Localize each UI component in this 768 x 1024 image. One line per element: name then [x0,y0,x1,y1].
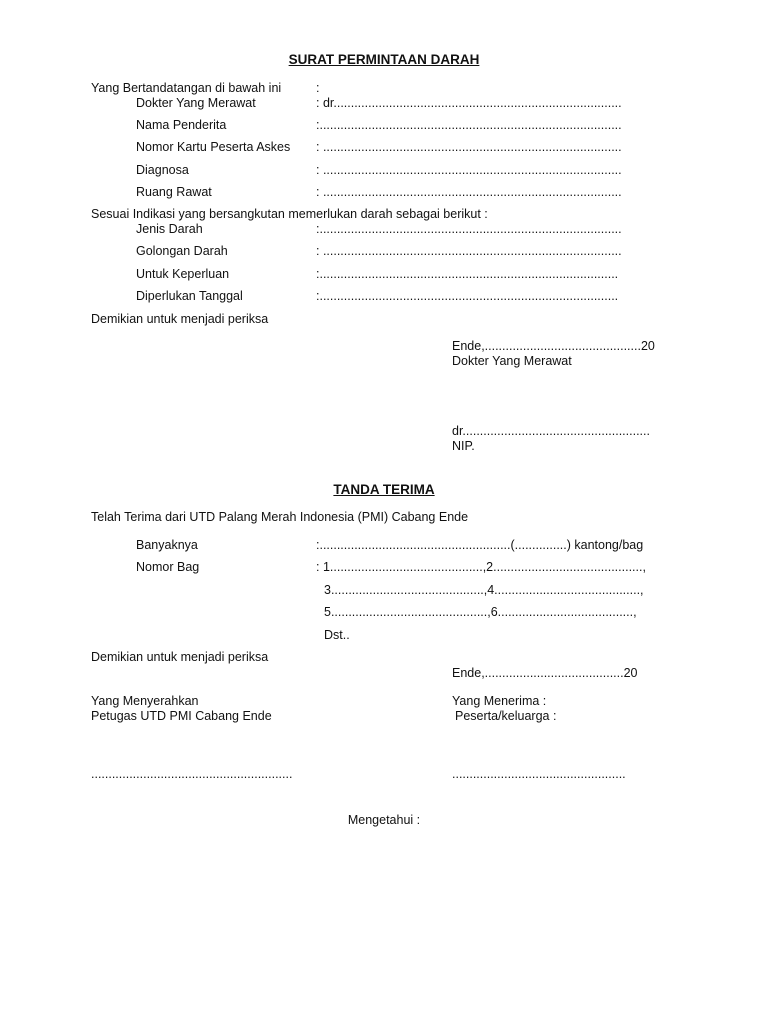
receipt-bag-line-dst: Dst.. [324,628,350,642]
receipt-receiver-label: Yang Menerima : [452,694,547,708]
receipt-title: TANDA TERIMA [333,482,435,497]
receipt-receiver-signature-line: .................................................. [452,767,626,781]
field-label-diagnosa: Diagnosa [136,163,189,177]
receipt-giver-role: Petugas UTD PMI Cabang Ende [91,709,272,723]
request-signer-name: dr...................................................... [452,424,650,438]
receipt-intro: Telah Terima dari UTD Palang Merah Indonesia (PMI) Cabang Ende [91,510,469,524]
field-value-nama-penderita: :....................................................................................... [316,118,622,132]
field-value-ruang-rawat: : ...................................................................................... [316,185,622,199]
indication-text: Sesuai Indikasi yang bersangkutan memerlukan darah sebagai berikut : [91,207,488,221]
receipt-bag-label: Nomor Bag [136,560,200,574]
receipt-receiver-role: Peserta/keluarga : [455,709,557,723]
field-label-ruang-rawat: Ruang Rawat [136,185,212,199]
receipt-giver-label: Yang Menyerahkan [91,694,199,708]
field-label-golongan-darah: Golongan Darah [136,244,228,258]
receipt-acknowledge: Mengetahui : [347,813,421,827]
field-value-dokter: : dr................................................................................... [316,96,622,110]
receipt-place-date: Ende,........................................20 [452,666,638,680]
field-value-golongan-darah: : ...................................................................................... [316,244,622,258]
field-label-dokter: Dokter Yang Merawat [136,96,256,110]
request-intro-colon: : [316,81,320,95]
receipt-quantity-value: :.......................................................(...............) kantong/bag [316,538,644,552]
field-value-diagnosa: : ...................................................................................... [316,163,622,177]
field-value-diperlukan-tanggal: :...................................................................................... [316,289,619,303]
field-label-jenis-darah: Jenis Darah [136,222,203,236]
request-closing: Demikian untuk menjadi periksa [91,312,269,326]
field-value-jenis-darah: :....................................................................................... [316,222,622,236]
field-label-nomor-kartu: Nomor Kartu Peserta Askes [136,140,291,154]
receipt-bag-line: : 1............................................,2..........................................., [316,560,646,574]
field-value-nomor-kartu: : ...................................................................................... [316,140,622,154]
request-title: SURAT PERMINTAAN DARAH [288,52,480,67]
receipt-quantity-label: Banyaknya [136,538,198,552]
request-place-date: Ende,.............................................20 [452,339,655,353]
request-intro: Yang Bertandatangan di bawah ini [91,81,282,95]
receipt-giver-signature-line: .......................................................... [91,767,293,781]
request-signer-title: Dokter Yang Merawat [452,354,572,368]
receipt-bag-line: 3............................................,4.........................................., [324,583,644,597]
field-label-nama-penderita: Nama Penderita [136,118,227,132]
receipt-bag-line: 5.............................................,6......................................., [324,605,637,619]
field-value-untuk-keperluan: :...................................................................................... [316,267,619,281]
receipt-closing: Demikian untuk menjadi periksa [91,650,269,664]
field-label-diperlukan-tanggal: Diperlukan Tanggal [136,289,243,303]
field-label-untuk-keperluan: Untuk Keperluan [136,267,230,281]
request-signer-nip: NIP. [452,439,475,453]
